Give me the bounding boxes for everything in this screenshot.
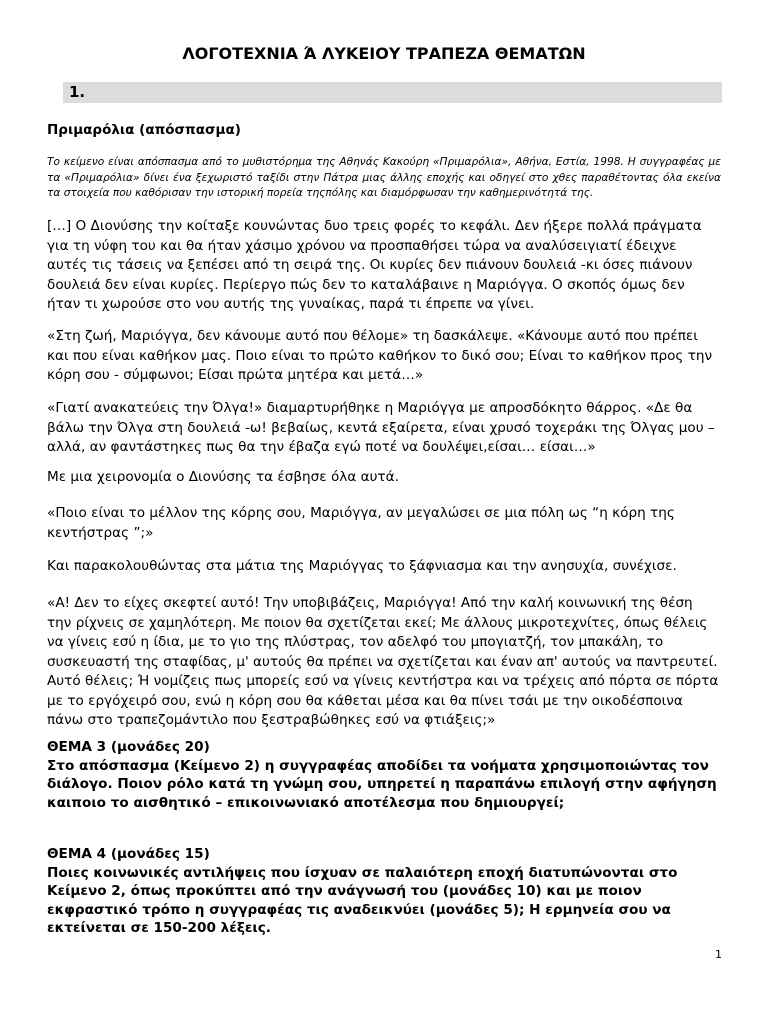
question-heading: ΘΕΜΑ 3 (μονάδες 20) [47,739,210,755]
question-text: Στο απόσπασμα (Κείμενο 2) η συγγραφέας αποδίδει τα νοήματα χρησιμοποιώντας τον διάλογο. Ποιον ρόλο κατά τη γνώμη σου, υπηρετεί η παραπάνω επιλογή στην αφήγηση καιποιο το αισθητικό – επικοινωνιακό αποτέλεσμα που δημιουργεί; [47,757,717,811]
excerpt-paragraph: Και παρακολουθώντας στα μάτια της Μαριόγγας το ξάφνιασμα και την ανησυχία, συνέχισε. [47,558,677,574]
excerpt-paragraph: «Ποιο είναι το μέλλον της κόρης σου, Μαριόγγα, αν μεγαλώσει σε μια πόλη ως “η κόρη της κεντήστρας ”;» [47,505,675,541]
excerpt-introduction: Το κείμενο είναι απόσπασμα από το μυθιστόρημα της Αθηνάς Κακούρη «Πριμαρόλια», Αθήνα, Εστία, 1998. Η συγγραφέας με τα «Πριμαρόλια» δίνει ένα ξεχωριστό ταξίδι στην Πάτρα μιας άλλης εποχής και οδηγεί στο χθες παραθέτοντας όλα εκείνα τα στοιχεία που καθόρισαν την ιστορική πορεία τηςπόλης και διαμόρφωσαν την καθημερινότητά της. [47,156,721,199]
excerpt-paragraph: Με μια χειρονομία ο Διονύσης τα έσβησε όλα αυτά. [47,469,399,485]
excerpt-paragraph: «Στη ζωή, Μαριόγγα, δεν κάνουμε αυτό που θέλομε» τη δασκάλεψε. «Κάνουμε αυτό που πρέπει και που είναι καθήκον μας. Ποιο είναι το πρώτο καθήκον το δικό σου; Είναι το καθήκον προς την κόρη σου - σύμφωνοι; Είσαι πρώτα μητέρα και μετά…» [47,328,713,383]
question-text: Ποιες κοινωνικές αντιλήψεις που ίσχυαν σε παλαιότερη εποχή διατυπώνονται στο Κείμενο 2, όπως προκύπτει από την ανάγνωσή του (μονάδες 10) και με ποιον εκφραστικό τρόπο η συγγραφέας τις αναδεικνύει (μονάδες 5); Η ερμηνεία σου να εκτείνεται σε 150-200 λέξεις. [47,864,678,936]
excerpt-paragraph: «Α! Δεν το είχες σκεφτεί αυτό! Την υποβιβάζεις, Μαριόγγα! Από την καλή κοινωνική της θέση την ρίχνεις σε χαμηλότερη. Με ποιον θα σχετίζεται εκεί; Με άλλους μικροτεχνίτες, όπως θέλεις να γίνεις εσύ η ίδια, με το γιο της πλύστρας, τον αδελφό του μπογιατζή, τον μπακάλη, το συσκευαστή της σταφίδας, μ' αυτούς θα πρέπει να σχετίζεται και έναν απ' αυτούς να παντρευτεί. Αυτό θέλεις; Ή νομίζεις πως μπορείς εσύ να γίνεις κεντήστρα και να τρέχεις από πόρτα σε πόρτα με το εργόχειρό σου, ενώ η κόρη σου θα κάθεται μέσα και θα πίνει τσάι με την οικοδέσποινα πάνω στο τραπεζομάντιλο που ξεστραβώθηκες εσύ να φτιάξεις;» [47,595,719,728]
excerpt-paragraph: «Γιατί ανακατεύεις την Όλγα!» διαμαρτυρήθηκε η Μαριόγγα με απροσδόκητο θάρρος. «Δε θα βάλω την Όλγα στη δουλειά -ω! βεβαίως, κεντά εξαίρετα, είναι χρυσό τοχεράκι της Όλγας μου – αλλά, αν φαντάστηκες πως θα την έβαζα εγώ ποτέ να δουλέψει,είσαι… είσαι…» [47,400,715,455]
page-number: 1 [715,948,722,961]
question-4 [47,845,721,938]
excerpt-title: Πριμαρόλια (απόσπασμα) [47,122,241,138]
question-3 [47,738,721,812]
question-heading: ΘΕΜΑ 4 (μονάδες 15) [47,846,210,862]
section-header-bar [63,82,722,103]
excerpt-paragraph: […] Ο Διονύσης την κοίταξε κουνώντας δυο τρεις φορές το κεφάλι. Δεν ήξερε πολλά πράγματα για τη νύφη του και θα ήταν χάσιμο χρόνου να προσπαθήσει τώρα να αναλύσειγιατί έδειχνε αυτές τις τάσεις να ξεπέσει από τη σειρά της. Οι κυρίες δεν πιάνουν δουλειά -κι όσες πιάνουν δουλειά δεν είναι κυρίες. Περίεργο πώς δεν το καταλάβαινε η Μαριόγγα. Ο σκοπός όμως δεν ήταν τι χωρούσε στο νου αυτής της γυναίκας, παρά τι έπρεπε να γίνει. [47,218,702,312]
document-title: ΛΟΓΟΤΕΧΝΙΑ Ά ΛΥΚΕΙΟΥ ΤΡΑΠΕΖΑ ΘΕΜΑΤΩΝ [182,44,586,63]
section-number: 1. [69,83,86,101]
